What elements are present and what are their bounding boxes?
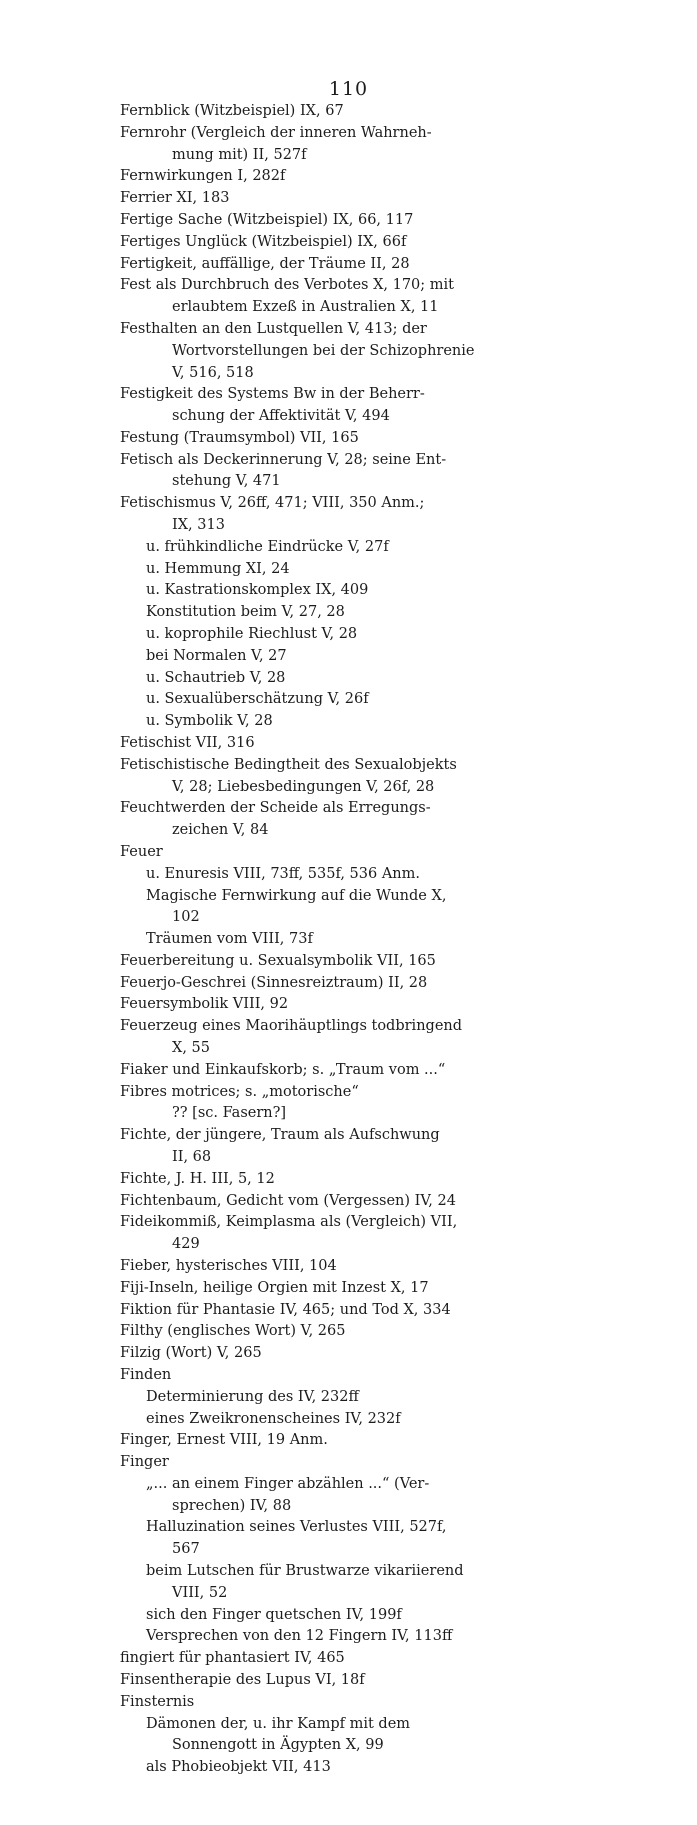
index-subentry: stehung V, 471 bbox=[172, 473, 281, 490]
index-subentry: IX, 313 bbox=[172, 517, 225, 534]
index-entry: Fideikommiß, Keimplasma als (Vergleich) VII, bbox=[120, 1214, 458, 1231]
index-subentry: Dämonen der, u. ihr Kampf mit dem bbox=[146, 1715, 411, 1732]
index-entry: Fieber, hysterisches VIII, 104 bbox=[120, 1257, 337, 1274]
index-subentry: u. Kastrationskomplex IX, 409 bbox=[146, 582, 369, 599]
index-subentry: bei Normalen V, 27 bbox=[146, 647, 287, 664]
index-subentry: eines Zweikronenscheines IV, 232f bbox=[146, 1410, 401, 1427]
index-subentry: u. Schautrieb V, 28 bbox=[146, 669, 286, 686]
index-subentry: u. Sexualüberschätzung V, 26f bbox=[146, 691, 369, 708]
index-entry: Fertigkeit, auffällige, der Träume II, 28 bbox=[120, 255, 410, 272]
index-entry: Filzig (Wort) V, 265 bbox=[120, 1345, 262, 1362]
index-entry: Fernblick (Witzbeispiel) IX, 67 bbox=[120, 103, 344, 119]
index-subentry: VIII, 52 bbox=[172, 1584, 228, 1601]
index-subentry: X, 55 bbox=[172, 1040, 210, 1057]
page-number: 110 bbox=[328, 78, 369, 100]
index-subentry: 102 bbox=[172, 909, 200, 926]
index-subentry: Konstitution beim V, 27, 28 bbox=[146, 604, 345, 621]
index-subentry: II, 68 bbox=[172, 1149, 212, 1166]
index-entry: Finden bbox=[120, 1366, 172, 1383]
index-subentry: Sonnengott in Ägypten X, 99 bbox=[172, 1737, 384, 1754]
index-subentry: beim Lutschen für Brustwarze vikariierend bbox=[146, 1563, 464, 1580]
index-subentry: sich den Finger quetschen IV, 199f bbox=[146, 1606, 402, 1623]
index-subentry: sprechen) IV, 88 bbox=[172, 1497, 292, 1514]
index-entry: Fibres motrices; s. „motorische“ bbox=[120, 1083, 359, 1100]
index-subentry: schung der Affektivität V, 494 bbox=[172, 408, 390, 425]
index-subentry: u. Enuresis VIII, 73ff, 535f, 536 Anm. bbox=[146, 865, 420, 882]
index-subentry: als Phobieobjekt VII, 413 bbox=[146, 1759, 331, 1776]
index-entry: Fichtenbaum, Gedicht vom (Vergessen) IV, 24 bbox=[120, 1192, 456, 1209]
index-entry: Fernrohr (Vergleich der inneren Wahrneh- bbox=[120, 124, 432, 141]
index-entry: Fertiges Unglück (Witzbeispiel) IX, 66f bbox=[120, 233, 407, 250]
index-entry: Feuerbereitung u. Sexualsymbolik VII, 165 bbox=[120, 952, 436, 969]
index-entry: Festung (Traumsymbol) VII, 165 bbox=[120, 429, 359, 446]
index-entry: Finger bbox=[120, 1454, 169, 1471]
index-entry: Ferrier XI, 183 bbox=[120, 190, 230, 207]
index-subentry: Determinierung des IV, 232ff bbox=[146, 1388, 359, 1405]
index-entry: Fichte, J. H. III, 5, 12 bbox=[120, 1170, 275, 1187]
index-subentry: Versprechen von den 12 Fingern IV, 113ff bbox=[146, 1628, 453, 1645]
index-subentry: Wortvorstellungen bei der Schizophrenie bbox=[172, 342, 475, 359]
index-entry: Feuchtwerden der Scheide als Erregungs- bbox=[120, 800, 431, 817]
index-entry: Finger, Ernest VIII, 19 Anm. bbox=[120, 1432, 328, 1449]
index-subentry: Magische Fernwirkung auf die Wunde X, bbox=[146, 887, 447, 904]
index-entry: Fetischist VII, 316 bbox=[120, 734, 255, 751]
index-subentry: V, 516, 518 bbox=[172, 364, 254, 381]
index-entry: Fetischistische Bedingtheit des Sexualobjekts bbox=[120, 756, 457, 773]
index-subentry: V, 28; Liebesbedingungen V, 26f, 28 bbox=[172, 778, 435, 795]
index-subentry: u. Hemmung XI, 24 bbox=[146, 560, 290, 577]
index-subentry: Halluzination seines Verlustes VIII, 527f, bbox=[146, 1519, 447, 1536]
index-subentry: zeichen V, 84 bbox=[172, 822, 269, 839]
index-entry: Fichte, der jüngere, Traum als Aufschwung bbox=[120, 1127, 440, 1144]
index-entry: Fiji-Inseln, heilige Orgien mit Inzest X, 17 bbox=[120, 1279, 429, 1296]
index-entry: Feuerzeug eines Maorihäuptlings todbringend bbox=[120, 1018, 463, 1035]
index-entry: Fetisch als Deckerinnerung V, 28; seine Ent- bbox=[120, 451, 447, 468]
index-subentry: 567 bbox=[172, 1541, 200, 1558]
index-entry: Fiktion für Phantasie IV, 465; und Tod X, 334 bbox=[120, 1301, 451, 1318]
index-entry: Festigkeit des Systems Bw in der Beherr- bbox=[120, 386, 425, 403]
index-subentry: erlaubtem Exzeß in Australien X, 11 bbox=[172, 299, 439, 316]
index-entry: Fertige Sache (Witzbeispiel) IX, 66, 117 bbox=[120, 211, 414, 228]
index-entry: Feuer bbox=[120, 843, 163, 860]
index-entry: fingiert für phantasiert IV, 465 bbox=[120, 1650, 345, 1667]
index-entry: Feuersymbolik VIII, 92 bbox=[120, 996, 289, 1013]
index-entry: Feuerjo-Geschrei (Sinnesreiztraum) II, 28 bbox=[120, 974, 428, 991]
index-entry: Fiaker und Einkaufskorb; s. „Traum vom ...“ bbox=[120, 1061, 446, 1078]
index-entry: Finsternis bbox=[120, 1693, 195, 1710]
index-subentry: u. frühkindliche Eindrücke V, 27f bbox=[146, 538, 389, 555]
index-subentry: u. Symbolik V, 28 bbox=[146, 713, 273, 730]
index-subentry: Träumen vom VIII, 73f bbox=[146, 931, 313, 948]
index-subentry: mung mit) II, 527f bbox=[172, 146, 307, 163]
index-subentry: u. koprophile Riechlust V, 28 bbox=[146, 626, 358, 642]
index-entry: Fernwirkungen I, 282f bbox=[120, 168, 286, 185]
index-subentry: 429 bbox=[172, 1236, 200, 1253]
index-subentry: ?? [sc. Fasern?] bbox=[172, 1105, 287, 1122]
index-entry: Finsentherapie des Lupus VI, 18f bbox=[120, 1672, 365, 1689]
index-entry: Fest als Durchbruch des Verbotes X, 170; mit bbox=[120, 277, 454, 294]
index-entry: Fetischismus V, 26ff, 471; VIII, 350 Anm.; bbox=[120, 495, 425, 512]
index-subentry: „... an einem Finger abzählen ...“ (Ver- bbox=[146, 1475, 430, 1492]
index-entry: Filthy (englisches Wort) V, 265 bbox=[120, 1323, 346, 1340]
index-entry: Festhalten an den Lustquellen V, 413; der bbox=[120, 320, 427, 337]
